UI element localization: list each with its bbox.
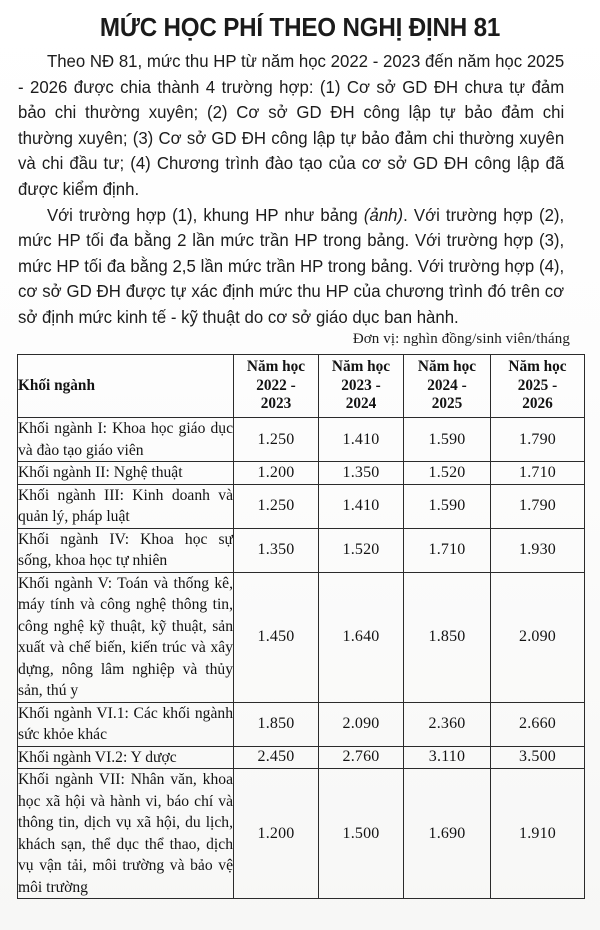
row-name: Khối ngành I: Khoa học giáo dục và đào tạo giáo viên (18, 418, 234, 462)
header-year-3-line-2: 2024 - (427, 376, 467, 394)
table-header-row (18, 355, 585, 418)
header-year-2025-2026 (491, 355, 585, 418)
page-title: MỨC HỌC PHÍ THEO NGHỊ ĐỊNH 81 (99, 12, 501, 42)
paragraph-2 (18, 203, 564, 331)
header-year-4-line-3: 2026 (522, 395, 553, 413)
row-value: 1.710 (404, 528, 491, 572)
row-value: 1.910 (491, 769, 585, 899)
row-value: 1.930 (491, 528, 585, 572)
row-value: 1.690 (404, 769, 491, 899)
row-value: 1.410 (319, 418, 404, 462)
row-value: 1.250 (234, 418, 319, 462)
header-year-3-line-3: 2025 (431, 395, 463, 413)
header-year-2-line-2: 2023 - (341, 376, 381, 394)
row-value: 1.520 (319, 528, 404, 572)
row-value: 1.200 (234, 769, 319, 899)
table-row (18, 418, 585, 462)
row-value: 1.350 (319, 462, 404, 485)
header-year-1-line-2: 2022 - (256, 376, 296, 394)
row-value: 2.450 (234, 746, 319, 769)
row-value: 2.760 (319, 746, 404, 769)
table-row (18, 484, 585, 528)
table-body (18, 418, 585, 899)
header-year-3-line-1: Năm học (417, 358, 477, 376)
fee-table-block (17, 331, 584, 899)
table-row (18, 528, 585, 572)
table-row (18, 769, 585, 899)
header-year-2-line-1: Năm học (331, 358, 391, 376)
header-khoi-nganh (18, 355, 234, 418)
row-value: 1.350 (234, 528, 319, 572)
header-year-2022-2023 (234, 355, 319, 418)
row-value: 1.450 (234, 572, 319, 702)
row-value: 2.660 (491, 702, 585, 746)
header-year-4-line-1: Năm học (508, 358, 567, 376)
row-name: Khối ngành II: Nghệ thuật (18, 462, 234, 485)
header-year-2-line-3: 2024 (345, 395, 377, 413)
row-value: 1.200 (234, 462, 319, 485)
row-name: Khối ngành V: Toán và thống kê, máy tính và công nghệ thông tin, công nghệ kỹ thuật, kỹ thuật, sản xuất và chế biến, kiến trúc và xây dựng, nông lâm nghiệp và thủy sản, thú y (18, 572, 234, 702)
row-value: 1.410 (319, 484, 404, 528)
row-value: 2.090 (491, 572, 585, 702)
article-body (0, 49, 600, 331)
paragraph-2-after: . Với trường hợp (2), mức HP tối đa bằng 2 lần mức trần HP trong bảng. Với trường hợp (3), mức HP tối đa bằng 2,5 lần mức trần HP trong bảng. Với trường hợp (4), cơ sở GD ĐH được tự xác định mức thu HP của chương trình đó trên cơ sở định mức kinh tế - kỹ thuật do cơ sở giáo dục ban hành. (18, 204, 565, 327)
row-value: 1.710 (491, 462, 585, 485)
table-row (18, 746, 585, 769)
row-value: 3.500 (491, 746, 585, 769)
tuition-fee-table (17, 354, 585, 899)
row-name: Khối ngành IV: Khoa học sự sống, khoa học tự nhiên (18, 528, 234, 572)
header-year-1-line-1: Năm học (246, 358, 306, 376)
row-name: Khối ngành VII: Nhân văn, khoa học xã hội và hành vi, báo chí và thông tin, dịch vụ xã hội, du lịch, khách sạn, thể dục thể thao, dịch vụ vận tải, môi trường và bảo vệ môi trường (18, 769, 234, 899)
paragraph-2-before: Với trường hợp (1), khung HP như bảng (46, 204, 364, 225)
row-value: 1.850 (234, 702, 319, 746)
header-year-2023-2024 (319, 355, 404, 418)
row-value: 1.590 (404, 418, 491, 462)
row-value: 1.790 (491, 484, 585, 528)
row-value: 1.790 (491, 418, 585, 462)
header-year-2024-2025 (404, 355, 491, 418)
paragraph-2-italic-note: (ảnh) (363, 204, 404, 225)
paragraph-1: Theo NĐ 81, mức thu HP từ năm học 2022 - 2023 đến năm học 2025 - 2026 được chia thành 4 trường hợp: (1) Cơ sở GD ĐH chưa tự đảm bảo chi thường xuyên; (2) Cơ sở GD ĐH công lập tự bảo đảm chi thường xuyên; (3) Cơ sở GD ĐH công lập tự bảo đảm chi thường xuyên và chi đầu tư; (4) Chương trình đào tạo của cơ sở GD ĐH công lập đã được kiểm định. (18, 51, 565, 199)
row-value: 2.090 (319, 702, 404, 746)
header-year-1-line-3: 2023 (260, 395, 292, 413)
row-name: Khối ngành III: Kinh doanh và quản lý, pháp luật (18, 484, 234, 528)
header-khoi-nganh-line-1: Khối ngành (18, 376, 95, 394)
row-name: Khối ngành VI.2: Y dược (18, 746, 234, 769)
table-row (18, 702, 585, 746)
row-value: 1.250 (234, 484, 319, 528)
header-year-4-line-2: 2025 - (517, 376, 558, 394)
row-value: 1.640 (319, 572, 404, 702)
row-value: 3.110 (404, 746, 491, 769)
row-value: 1.500 (319, 769, 404, 899)
row-value: 1.850 (404, 572, 491, 702)
table-row (18, 462, 585, 485)
row-value: 2.360 (404, 702, 491, 746)
table-head (18, 355, 585, 418)
table-row (18, 572, 585, 702)
row-value: 1.590 (404, 484, 491, 528)
table-unit-note: Đơn vị: nghìn đồng/sinh viên/tháng (352, 331, 570, 347)
row-name: Khối ngành VI.1: Các khối ngành sức khỏe khác (18, 702, 234, 746)
row-value: 1.520 (404, 462, 491, 485)
